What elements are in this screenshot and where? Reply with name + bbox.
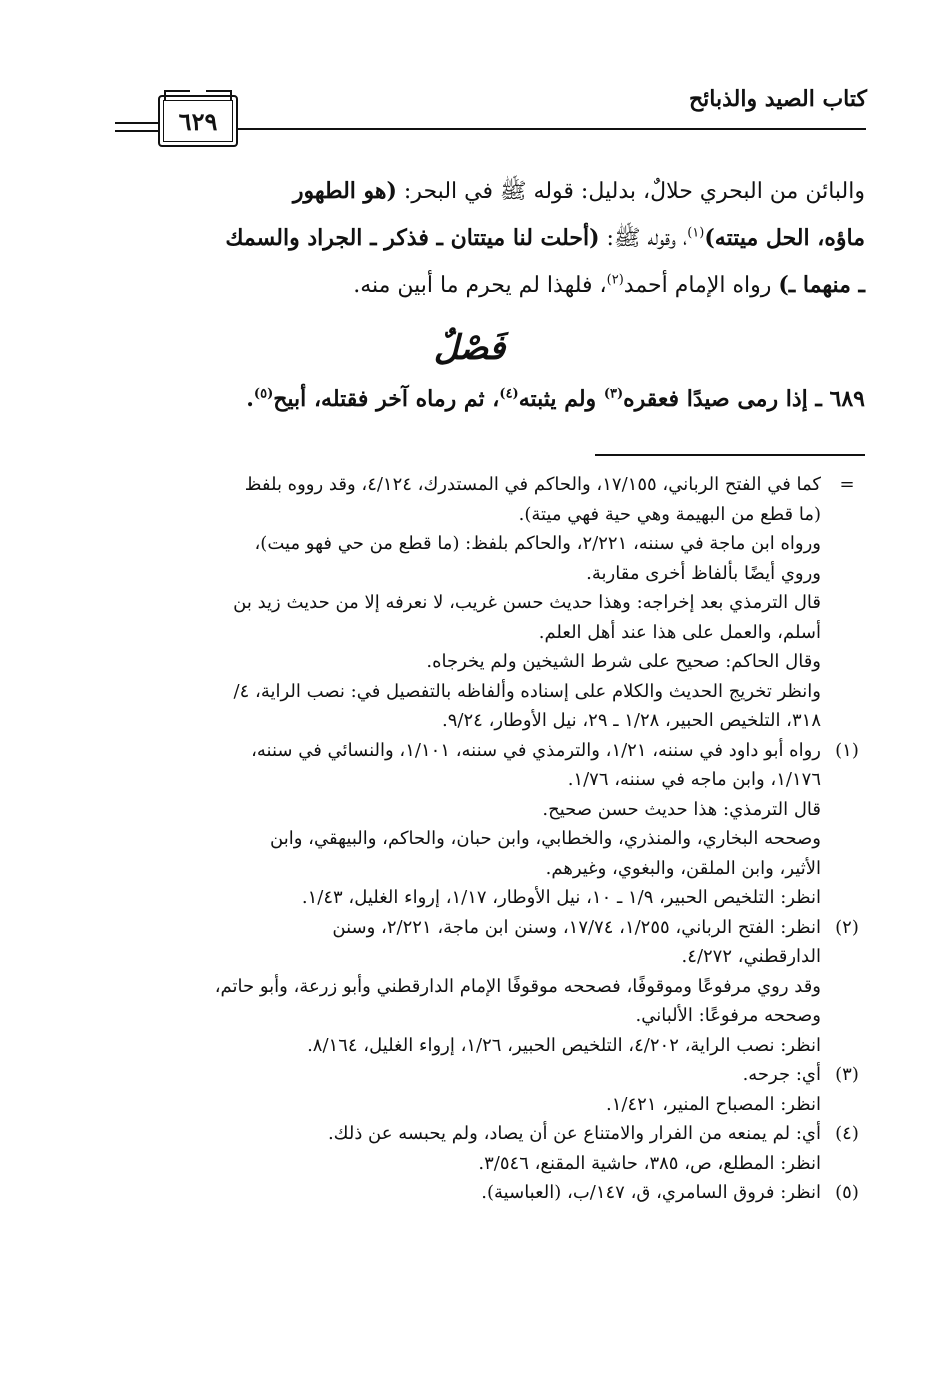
footnote-line: ٣١٨، التلخيص الحبير، ١/٢٨ ـ ٢٩، نيل الأوطار، ٩/٢٤. — [442, 710, 821, 731]
footnote-divider — [595, 454, 865, 456]
footnote-mark: (٢) — [835, 916, 859, 938]
text-run: ٦٨٩ ـ إذا رمى صيدًا فعقره — [623, 386, 865, 412]
rule-689 — [73, 386, 865, 412]
text-run: . — [246, 386, 254, 412]
footnote-line: وانظر تخريج الحديث والكلام على إسناده وألفاظه بالتفصيل في: نصب الراية، ٤/ — [233, 680, 821, 702]
frame-ornament-left — [164, 90, 190, 100]
footnote-line: انظر: المطلع، ص، ٣٨٥، حاشية المقنع، ٣/٥٤٦. — [478, 1152, 821, 1174]
footnote-line: رواه أبو داود في سننه، ١/٢١، والترمذي في سننه، ١/١٠١، والنسائي في سننه، — [251, 739, 821, 761]
footnote-ref[interactable]: (٣) — [603, 386, 624, 402]
footnote-line: انظر: التلخيص الحبير، ١/٩ ـ ١٠، نيل الأوطار، ١/١٧، إرواء الغليل، ١/٤٣. — [301, 887, 821, 908]
hadith-quote: ـ منهما ـ) — [778, 272, 865, 298]
footnote-line: أسلم، والعمل على هذا عند أهل العلم. — [538, 621, 821, 643]
main-line-1 — [73, 168, 865, 215]
footnote-line: انظر: المصباح المنير، ١/٤٢١. — [606, 1093, 821, 1115]
footnote-line: قال الترمذي: هذا حديث حسن صحيح. — [542, 798, 821, 820]
footnote-ref[interactable]: (٢) — [606, 272, 624, 288]
main-paragraph — [73, 168, 865, 309]
footnote-mark: (١) — [835, 739, 859, 761]
page-number: ٦٢٩ — [178, 106, 218, 136]
footnote-1 — [73, 736, 865, 913]
footnote-mark: (٣) — [835, 1064, 859, 1085]
running-header-title: كتاب الصيد والذبائح — [688, 86, 867, 112]
frame-ornament-right — [206, 90, 232, 100]
footnote-line: وصححه البخاري، والمنذري، والخطابي، وابن حبان، والحاكم، والبيهقي، وابن — [270, 828, 821, 849]
text-run: ، وقوله ﷺ: — [599, 226, 688, 251]
text-run: رواه الإمام أحمد — [623, 273, 779, 298]
footnote-mark: (٤) — [835, 1123, 859, 1144]
footnote-line: أي: جرحه. — [742, 1064, 821, 1085]
header-rule — [238, 128, 866, 133]
header-rule-short — [115, 122, 158, 132]
footnote-4 — [73, 1119, 865, 1178]
footnote-line: أي: لم يمنعه من الفرار والامتناع عن أن يصاد، ولم يحبسه عن ذلك. — [327, 1123, 821, 1144]
hadith-quote: (هو الطهور — [292, 178, 397, 204]
main-text — [73, 168, 865, 309]
footnote-line: انظر: فروق السامري، ق، ١٤٧/ب، (العباسية). — [481, 1182, 821, 1203]
text-run: والبائن من البحري حلالٌ، بدليل: قوله ﷺ في البحر: — [396, 179, 865, 204]
footnotes — [73, 470, 865, 1208]
text-run: ، ثم رماه آخر فقتله، أبيح — [273, 386, 500, 412]
footnote-line: وصححه مرفوعًا: الألباني. — [635, 1005, 821, 1026]
footnote-ref[interactable]: (٥) — [253, 386, 274, 402]
main-line-3 — [73, 262, 865, 309]
section-heading: فَصْلٌ — [433, 328, 506, 368]
footnote-mark: = — [839, 474, 855, 495]
footnote-5 — [73, 1178, 865, 1208]
text-run: ، فلهذا لم يحرم ما أبين منه. — [353, 273, 607, 298]
footnote-ref[interactable]: (١) — [687, 225, 705, 241]
footnote-mark: (٥) — [835, 1182, 859, 1203]
text-run: ولم يثبته — [518, 386, 604, 412]
footnote-3 — [73, 1060, 865, 1119]
footnote-continued — [73, 470, 865, 736]
footnote-2 — [73, 913, 865, 1061]
footnote-line: كما في الفتح الرباني، ١٧/١٥٥، والحاكم في المستدرك، ٤/١٢٤، وقد رووه بلفظ — [244, 474, 821, 495]
footnote-line: انظر: نصب الراية، ٤/٢٠٢، التلخيص الحبير، ١/٢٦، إرواء الغليل، ٨/١٦٤. — [307, 1034, 821, 1056]
footnote-line: قال الترمذي بعد إخراجه: وهذا حديث حسن غريب، لا نعرفه إلا من حديث زيد بن — [233, 592, 821, 613]
footnote-line: الدارقطني، ٤/٢٧٢. — [681, 946, 821, 967]
footnote-line: ١/١٧٦، وابن ماجه في سننه، ١/٧٦. — [567, 769, 821, 790]
page-number-frame — [158, 95, 238, 147]
footnote-line: وروي أيضًا بألفاظ أخرى مقاربة. — [586, 562, 821, 584]
footnote-line: وقال الحاكم: صحيح على شرط الشيخين ولم يخرجاه. — [426, 651, 821, 672]
footnote-line: الأثير، وابن الملقن، والبغوي، وغيرهم. — [545, 857, 821, 879]
footnote-ref[interactable]: (٤) — [499, 386, 519, 402]
hadith-quote: (أحلت لنا ميتتان ـ فذكر ـ الجراد والسمك — [225, 225, 600, 251]
footnote-line: انظر: الفتح الرباني، ١/٢٥٥، ١٧/٧٤، وسنن ابن ماجة، ٢/٢٢١، وسنن — [332, 916, 821, 938]
hadith-quote: ماؤه، الحل ميتته) — [704, 225, 865, 251]
footnote-line: ورواه ابن ماجة في سننه، ٢/٢٢١، والحاكم بلفظ: (ما قطع من حي فهو ميت)، — [254, 533, 821, 554]
main-line-2 — [73, 215, 865, 262]
footnote-line: (ما قطع من البهيمة وهي حية فهي ميتة). — [518, 503, 821, 525]
footnote-line: وقد روي مرفوعًا وموقوفًا، فصححه موقوفًا الإمام الدارقطني وأبو زرعة، وأبو حاتم، — [214, 975, 821, 997]
